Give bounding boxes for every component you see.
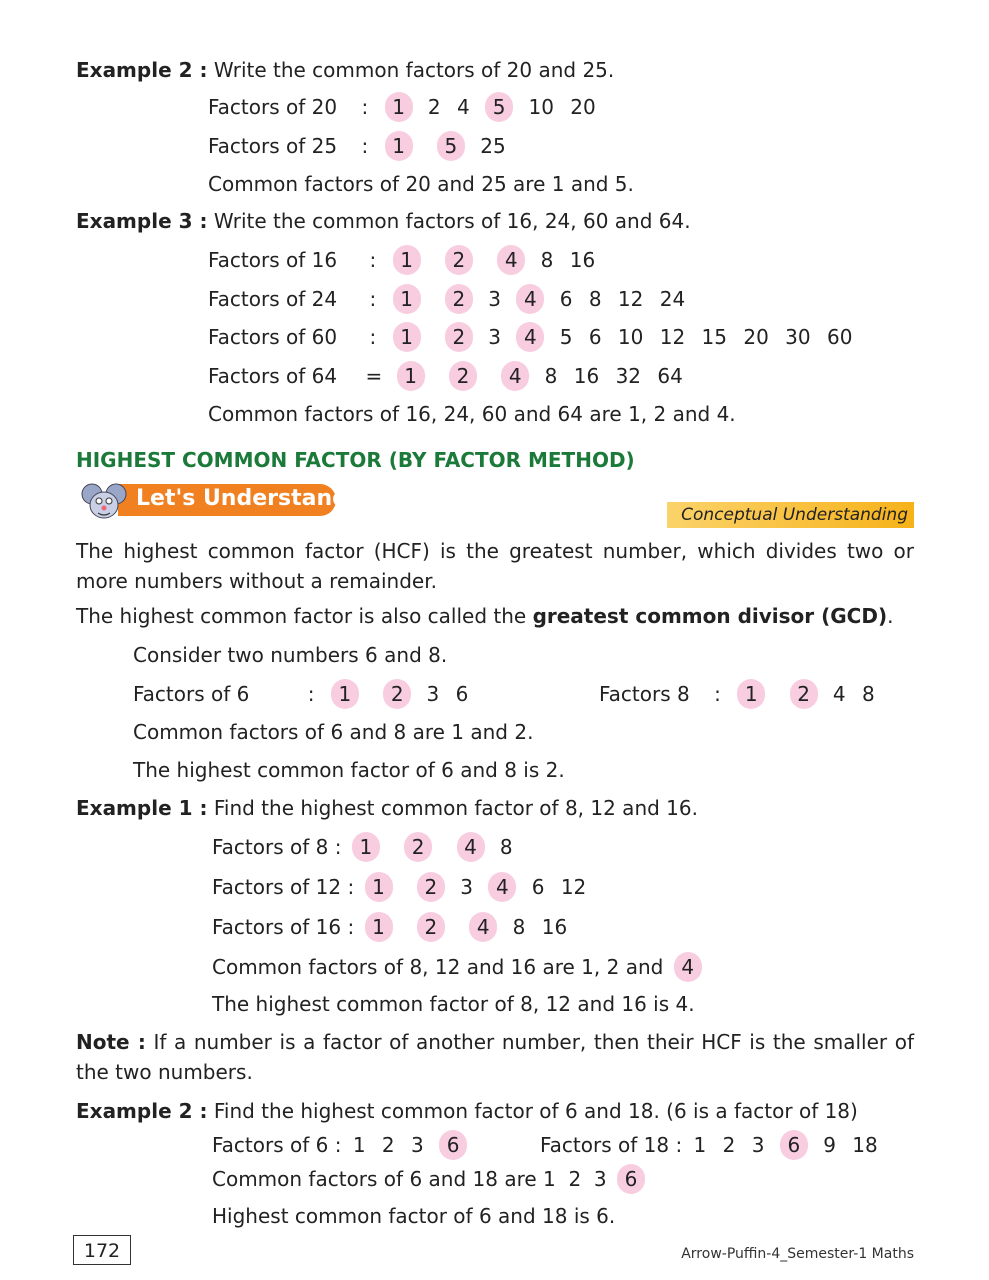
common-factor-highlight: 4 bbox=[457, 832, 485, 862]
note-text: If a number is a factor of another number, then their HCF is the smaller of the two numbers. bbox=[76, 1030, 914, 1084]
common-factor-highlight: 1 bbox=[385, 131, 413, 161]
factor-row bbox=[208, 131, 511, 161]
hcf-definition: The highest common factor (HCF) is the greatest number, which divides two or more numbers without a remainder. bbox=[76, 539, 914, 593]
page-number: 172 bbox=[73, 1235, 131, 1265]
factor: 60 bbox=[826, 325, 853, 349]
factor-label: Factors of 60 bbox=[208, 325, 338, 349]
factor: 3 bbox=[411, 1133, 424, 1157]
separator: = bbox=[365, 364, 383, 388]
hcf-text: The highest common factor of 8, 12 and 16 is 4. bbox=[212, 992, 695, 1016]
example-question: Find the highest common factor of 8, 12 and 16. bbox=[213, 796, 698, 820]
example-label: Example 2 : bbox=[76, 58, 208, 82]
factor: 1 bbox=[693, 1133, 707, 1157]
common-factor-highlight: 4 bbox=[501, 361, 529, 391]
common-factor-highlight: 1 bbox=[737, 679, 765, 709]
hcf-text: Highest common factor of 6 and 18 is 6. bbox=[212, 1204, 616, 1228]
example-label: Example 1 : bbox=[76, 796, 208, 820]
factor-label: Factors of 12 : bbox=[212, 875, 355, 899]
common-factor-highlight: 1 bbox=[393, 322, 421, 352]
factor: 4 bbox=[457, 95, 470, 119]
common-factor-highlight: 1 bbox=[393, 245, 421, 275]
common-factor-highlight: 2 bbox=[417, 912, 445, 942]
hcf-highlight: 6 bbox=[439, 1130, 467, 1160]
factor-row bbox=[208, 284, 690, 314]
common-factor-highlight: 4 bbox=[469, 912, 497, 942]
gcd-period: . bbox=[887, 604, 894, 628]
example-question: Write the common factors of 20 and 25. bbox=[213, 58, 615, 82]
factor-row bbox=[212, 912, 572, 942]
common-factor-highlight: 2 bbox=[445, 284, 473, 314]
factor: 16 bbox=[573, 364, 600, 388]
factor: 3 bbox=[426, 682, 440, 706]
factor: 2 bbox=[381, 1133, 395, 1157]
gcd-term: greatest common divisor (GCD) bbox=[532, 604, 888, 628]
factor-label: Factors of 6 bbox=[133, 682, 250, 706]
factor: 20 bbox=[570, 95, 596, 119]
example-label: Example 3 : bbox=[76, 209, 208, 233]
gcd-sentence bbox=[76, 602, 893, 630]
note-label: Note : bbox=[76, 1030, 146, 1054]
factor: 6 bbox=[559, 287, 573, 311]
common-factor-highlight: 4 bbox=[516, 284, 544, 314]
common-factor-highlight: 2 bbox=[790, 679, 818, 709]
factor-label: Factors 8 bbox=[599, 682, 690, 706]
separator: : bbox=[369, 325, 377, 349]
result-text: Common factors of 16, 24, 60 and 64 are 1, 2 and 4. bbox=[208, 402, 736, 426]
factor: 10 bbox=[617, 325, 644, 349]
common-factor-highlight: 2 bbox=[417, 872, 445, 902]
common-factors-text bbox=[212, 952, 706, 982]
factor: 3 bbox=[488, 287, 502, 311]
factor-row-6 bbox=[133, 679, 473, 709]
factor-label: Factors of 64 bbox=[208, 364, 338, 388]
factor: 30 bbox=[785, 325, 811, 349]
example-2-heading bbox=[76, 56, 614, 84]
factor-row bbox=[212, 1130, 471, 1160]
factor: 2 bbox=[427, 95, 441, 119]
factor: 10 bbox=[528, 95, 554, 119]
lets-understand-banner bbox=[80, 480, 348, 522]
factor-row bbox=[212, 872, 591, 902]
factor-label: Factors of 18 : bbox=[540, 1133, 683, 1157]
common-factor-highlight: 2 bbox=[383, 679, 411, 709]
common-factor-highlight: 4 bbox=[516, 322, 544, 352]
common-factor-highlight: 4 bbox=[497, 245, 525, 275]
common-factors-text bbox=[212, 1164, 649, 1194]
example-3-heading bbox=[76, 207, 691, 235]
factor-row bbox=[208, 361, 688, 391]
factor: 16 bbox=[541, 915, 568, 939]
factor-label: Factors of 25 bbox=[208, 134, 338, 158]
factor: 2 bbox=[722, 1133, 736, 1157]
common-factor-highlight: 1 bbox=[331, 679, 359, 709]
example-2b-heading bbox=[76, 1097, 858, 1125]
factor: 1 bbox=[352, 1133, 366, 1157]
lets-understand-label: Let's Understand bbox=[136, 486, 348, 511]
common-factor-highlight: 5 bbox=[437, 131, 465, 161]
factor-label: Factors of 16 : bbox=[212, 915, 355, 939]
separator: : bbox=[361, 95, 369, 119]
result-text: Common factors of 20 and 25 are 1 and 5. bbox=[208, 172, 634, 196]
common-factor-highlight: 4 bbox=[488, 872, 516, 902]
common-factor-highlight: 2 bbox=[445, 245, 473, 275]
factor-label: Factors of 20 bbox=[208, 95, 338, 119]
example-1-heading bbox=[76, 794, 698, 822]
hcf-highlight: 6 bbox=[617, 1164, 645, 1194]
factor: 8 bbox=[540, 248, 554, 272]
factor: 8 bbox=[862, 682, 875, 706]
factor: 8 bbox=[512, 915, 526, 939]
factor: 8 bbox=[588, 287, 602, 311]
factor: 25 bbox=[480, 134, 506, 158]
separator: : bbox=[369, 248, 377, 272]
common-factor-highlight: 1 bbox=[393, 284, 421, 314]
factor: 9 bbox=[823, 1133, 836, 1157]
factor: 6 bbox=[455, 682, 469, 706]
factor: 3 bbox=[488, 325, 502, 349]
common-factor-highlight: 2 bbox=[449, 361, 477, 391]
factor-row bbox=[208, 245, 600, 275]
factor-row bbox=[208, 322, 857, 352]
factor: 16 bbox=[569, 248, 596, 272]
factor-row bbox=[208, 92, 601, 122]
common-factor-highlight: 2 bbox=[445, 322, 473, 352]
common-factor-highlight: 2 bbox=[404, 832, 432, 862]
common-factors-sentence: Common factors of 8, 12 and 16 are 1, 2 and bbox=[212, 955, 664, 979]
factor: 8 bbox=[499, 835, 513, 859]
section-title: HIGHEST COMMON FACTOR (BY FACTOR METHOD) bbox=[76, 448, 635, 472]
common-factor-highlight: 1 bbox=[365, 912, 393, 942]
factor: 8 bbox=[544, 364, 558, 388]
factor: 5 bbox=[559, 325, 573, 349]
factor: 4 bbox=[832, 682, 846, 706]
hcf-highlight: 4 bbox=[674, 952, 702, 982]
factor-label: Factors of 6 : bbox=[212, 1133, 342, 1157]
factor-label: Factors of 8 : bbox=[212, 835, 342, 859]
example-label: Example 2 : bbox=[76, 1099, 208, 1123]
gcd-text: The highest common factor is also called the bbox=[76, 604, 533, 628]
book-footer: Arrow-Puffin-4_Semester-1 Maths bbox=[681, 1246, 914, 1262]
factor: 12 bbox=[659, 325, 686, 349]
factor-row bbox=[212, 832, 518, 862]
hcf-highlight: 6 bbox=[780, 1130, 808, 1160]
example-question: Write the common factors of 16, 24, 60 and 64. bbox=[213, 209, 691, 233]
factor: 15 bbox=[701, 325, 727, 349]
note bbox=[76, 1027, 914, 1087]
factor: 3 bbox=[460, 875, 473, 899]
separator: : bbox=[307, 682, 315, 706]
hcf-text: The highest common factor of 6 and 8 is 2. bbox=[133, 758, 565, 782]
factor-row-8 bbox=[599, 679, 880, 709]
factor: 6 bbox=[531, 875, 545, 899]
conceptual-understanding-tag: Conceptual Understanding bbox=[667, 502, 914, 528]
separator: : bbox=[714, 682, 721, 706]
factor-row bbox=[540, 1130, 883, 1160]
factor-label: Factors of 16 bbox=[208, 248, 338, 272]
common-factors-sentence: Common factors of 6 and 18 are 1 2 3 bbox=[212, 1167, 607, 1191]
common-factor-highlight: 5 bbox=[485, 92, 513, 122]
common-factors-text: Common factors of 6 and 8 are 1 and 2. bbox=[133, 720, 534, 744]
factor: 18 bbox=[852, 1133, 878, 1157]
common-factor-highlight: 1 bbox=[385, 92, 413, 122]
consider-text: Consider two numbers 6 and 8. bbox=[133, 643, 448, 667]
factor: 12 bbox=[560, 875, 587, 899]
mouse-mascot-icon bbox=[80, 480, 128, 522]
factor: 6 bbox=[588, 325, 602, 349]
example-question: Find the highest common factor of 6 and 18. (6 is a factor of 18) bbox=[213, 1099, 858, 1123]
common-factor-highlight: 1 bbox=[352, 832, 380, 862]
factor: 12 bbox=[617, 287, 644, 311]
factor: 32 bbox=[615, 364, 642, 388]
factor: 64 bbox=[657, 364, 683, 388]
factor-label: Factors of 24 bbox=[208, 287, 338, 311]
common-factor-highlight: 1 bbox=[365, 872, 393, 902]
factor: 24 bbox=[659, 287, 686, 311]
factor: 20 bbox=[743, 325, 769, 349]
separator: : bbox=[369, 287, 377, 311]
factor: 3 bbox=[751, 1133, 765, 1157]
separator: : bbox=[361, 134, 369, 158]
common-factor-highlight: 1 bbox=[397, 361, 425, 391]
